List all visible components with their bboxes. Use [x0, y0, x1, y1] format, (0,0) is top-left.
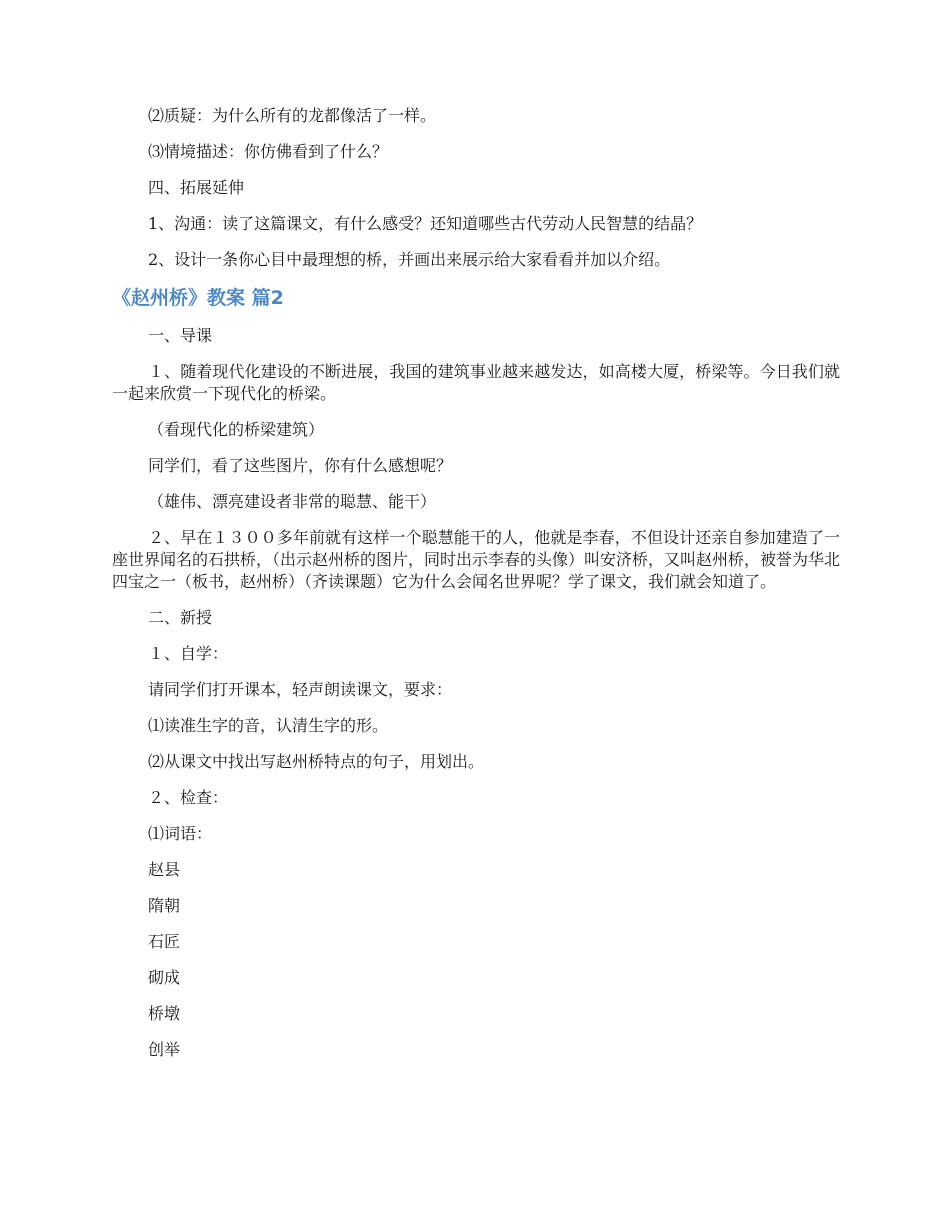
vocab-word: 砌成 [148, 968, 181, 987]
paragraph: 2、设计一条你心目中最理想的桥，并画出来展示给大家看看并加以介绍。 [148, 250, 671, 269]
article-title: 《赵州桥》教案 篇2 [112, 287, 284, 309]
paragraph: 同学们，看了这些图片，你有什么感想呢？ [148, 456, 453, 475]
section-heading: 一、导课 [148, 326, 213, 345]
paragraph: ⑴词语： [148, 824, 213, 843]
vocab-word: 隋朝 [148, 896, 181, 915]
paragraph: ２、检查： [148, 788, 229, 807]
paragraph: 1、沟通：读了这篇课文，有什么感受？还知道哪些古代劳动人民智慧的结晶？ [148, 214, 703, 233]
paragraph: （雄伟、漂亮建设者非常的聪慧、能干） [148, 492, 437, 511]
paragraph: （看现代化的桥梁建筑） [148, 420, 325, 439]
document-page [112, 105, 840, 1061]
vocab-word: 石匠 [148, 932, 181, 951]
vocab-word: 赵县 [148, 860, 181, 879]
paragraph: １、随着现代化建设的不断进展，我国的建筑事业越来越发达，如高楼大厦，桥梁等。今日我们就一起来欣赏一下现代化的桥梁。 [112, 362, 840, 403]
section-heading: 二、新授 [148, 608, 213, 627]
paragraph: 请同学们打开课本，轻声朗读课文，要求： [148, 680, 453, 699]
section-heading: 四、拓展延伸 [148, 178, 245, 197]
paragraph: ⑵质疑：为什么所有的龙都像活了一样。 [148, 106, 437, 125]
paragraph: ⑵从课文中找出写赵州桥特点的句子，用划出。 [148, 752, 485, 771]
vocab-word: 桥墩 [148, 1004, 181, 1023]
paragraph: ⑴读准生字的音，认清生字的形。 [148, 716, 389, 735]
paragraph: ２、早在１３００多年前就有这样一个聪慧能干的人，他就是李春，不但设计还亲自参加建造了一座世界闻名的石拱桥，（出示赵州桥的图片，同时出示李春的头像）叫安济桥，又叫赵州桥，被誉为华北四宝之一（板书，赵州桥）（齐读课题）它为什么会闻名世界呢？学了课文，我们就会知道了。 [112, 528, 841, 591]
paragraph: １、自学： [148, 644, 229, 663]
vocab-word: 创举 [148, 1040, 181, 1059]
paragraph: ⑶情境描述：你仿佛看到了什么？ [148, 142, 389, 161]
